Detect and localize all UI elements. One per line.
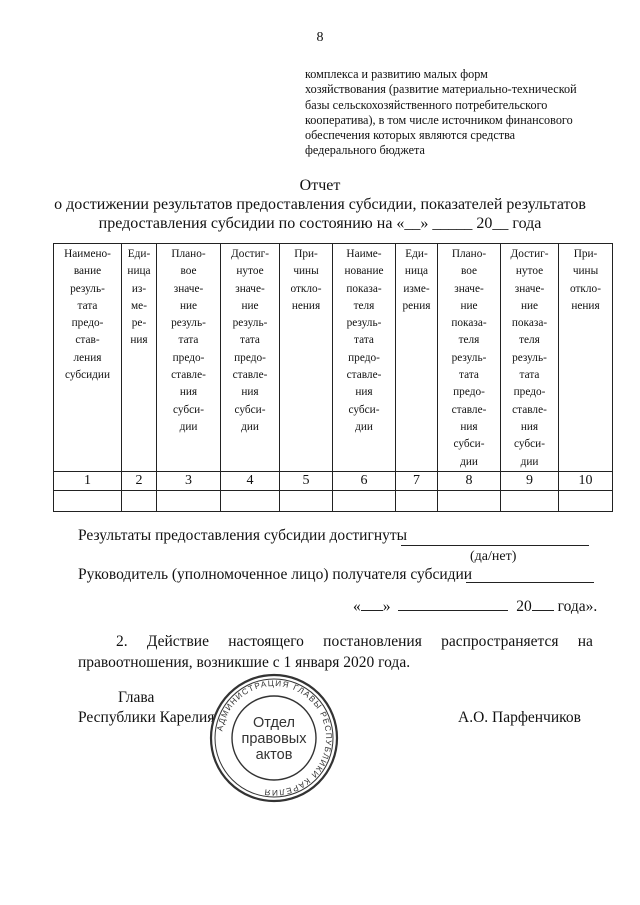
table-header-line: чины (293, 265, 319, 278)
table-header-cell (333, 244, 396, 472)
table-number-cell: 6 (333, 471, 396, 490)
table-number-cell: 4 (221, 471, 280, 490)
table-header-line: резуль- (512, 351, 547, 364)
header-note-line: кооператива), в том числе источником финансового (305, 112, 573, 127)
header-note-line: комплекса и развитию малых форм (305, 67, 488, 81)
table-header-line: откло- (290, 282, 322, 295)
table-cell[interactable] (501, 490, 559, 511)
date-open-quote: « (353, 598, 361, 615)
table-header-line: изме- (403, 282, 430, 295)
table-header-line: ре- (131, 317, 147, 330)
table-header-line: значе- (173, 282, 204, 295)
table-header-line: тата (459, 369, 479, 382)
table-header-line: дии (355, 420, 373, 433)
date-close-quote: » (382, 598, 391, 615)
signature-org: Республики Карелия (78, 709, 215, 726)
table-cell[interactable] (280, 490, 333, 511)
table-header-line: предо- (453, 386, 485, 399)
table-header-line: Достиг- (230, 248, 270, 260)
table-cell[interactable] (157, 490, 221, 511)
table-header-line: ние (460, 299, 478, 312)
table-header-line: чины (572, 265, 599, 278)
table-header-line: откло- (570, 282, 601, 295)
table-number-cell: 1 (54, 471, 122, 490)
table-header-line: ния (179, 386, 198, 399)
stamp-line: актов (255, 747, 293, 763)
table-header-line: предо- (513, 386, 546, 399)
table-number-cell: 5 (280, 471, 333, 490)
table-header-line: теля (519, 334, 540, 347)
paragraph-line-1 (78, 631, 593, 652)
table-header-line: При- (573, 248, 598, 260)
paragraph-word: Действие (146, 633, 209, 650)
table-header-line: субси- (234, 403, 266, 416)
results-blank-line[interactable] (401, 545, 589, 546)
table-header-line: резуль- (70, 282, 105, 295)
table-header-row (54, 244, 613, 472)
table-header-line: ница (127, 265, 151, 278)
report-title (0, 176, 640, 233)
header-note-line: обеспечения которых являются средства (305, 128, 516, 143)
table-header-cell (438, 244, 501, 472)
table-header-line: резуль- (232, 317, 268, 330)
table-header-line: нения (291, 299, 321, 312)
table-header-line: показа- (511, 317, 548, 330)
table-header-line: ния (460, 420, 478, 433)
table-header-line: нутое (236, 265, 264, 278)
table-header-line: нения (571, 299, 600, 312)
table-header-line: вое (460, 265, 478, 278)
table-header-line: ния (241, 386, 259, 399)
table-header-line: нутое (515, 265, 544, 278)
table-header-cell (221, 244, 280, 472)
table-header-line: ния (130, 334, 148, 347)
table-header-cell (396, 244, 438, 472)
results-hint: (да/нет) (470, 549, 517, 564)
table-header-line: Наиме- (346, 248, 382, 260)
table-header-cell (157, 244, 221, 472)
table-header-line: Еди- (127, 248, 151, 260)
paragraph-word: настоящего (228, 633, 304, 650)
table-header-line: ставле- (512, 403, 547, 416)
table-number-cell: 8 (438, 471, 501, 490)
report-table (53, 243, 613, 512)
table-header-line: нование (344, 265, 384, 278)
table-cell[interactable] (54, 490, 122, 511)
date-month-blank[interactable] (398, 610, 508, 611)
table-header-line: резуль- (346, 317, 382, 330)
table-header-line: ставле- (451, 403, 487, 416)
table-header-line: показа- (346, 282, 382, 295)
table-cell[interactable] (559, 490, 613, 511)
official-stamp (208, 672, 340, 804)
table-header-line: дии (179, 420, 198, 433)
table-number-cell: 2 (122, 471, 157, 490)
report-title-line: предоставления субсидии по состоянию на «__» _____ 20__ года (98, 215, 542, 232)
table-number-cell: 10 (559, 471, 613, 490)
table-header-line: тата (354, 334, 374, 347)
table-header-line: тата (240, 334, 260, 347)
date-suffix: года». (557, 598, 598, 615)
table-header-line: дии (241, 420, 259, 433)
date-year-prefix: 20 (516, 598, 532, 615)
table-header-line: значе- (235, 282, 265, 295)
table-number-row (54, 471, 613, 490)
table-header-line: ния (355, 386, 373, 399)
table-header-cell (54, 244, 122, 472)
table-number-cell: 9 (501, 471, 559, 490)
table-header-line: субси- (514, 438, 545, 451)
table-header-line: субси- (453, 438, 485, 451)
table-header-cell (122, 244, 157, 472)
stamp-ring-text: АДМИНИСТРАЦИЯ ГЛАВЫ РЕСПУБЛИКИ КАРЕЛИЯ (215, 678, 334, 798)
report-title-line: Отчет (299, 177, 341, 194)
table-header-line: значе- (454, 282, 484, 295)
signature-title: Глава (118, 689, 155, 706)
stamp-line: правовых (241, 731, 307, 747)
header-note-line: базы сельскохозяйственного потребительского (305, 97, 548, 112)
head-label: Руководитель (уполномоченное лицо) получателя субсидии (78, 566, 473, 583)
table-header-line: ние (241, 299, 259, 312)
paragraph-word: 2. (116, 633, 128, 650)
date-year-blank[interactable] (532, 610, 554, 611)
head-signature-line[interactable] (466, 582, 594, 583)
table-cell[interactable] (221, 490, 280, 511)
table-header-line: предо- (348, 351, 380, 364)
table-header-line: тата (77, 299, 98, 312)
table-header-line: ние (520, 299, 539, 312)
table-header-line: дии (520, 455, 539, 468)
table-header-line: предо- (172, 351, 205, 364)
table-header-line: тата (519, 369, 540, 382)
date-day-blank[interactable] (361, 610, 383, 611)
table-header-line: тата (178, 334, 199, 347)
table-cell[interactable] (438, 490, 501, 511)
table-number-cell: 7 (396, 471, 438, 490)
table-header-line: Плано- (451, 248, 487, 260)
table-header-line: ние (179, 299, 198, 312)
table-header-line: ставле- (232, 369, 268, 382)
table-header-line: значе- (514, 282, 545, 295)
table-number-cell: 3 (157, 471, 221, 490)
table-header-line: резуль- (451, 351, 487, 364)
paragraph (78, 631, 593, 673)
table-header-line: показа- (451, 317, 487, 330)
table-header-line: предо- (71, 317, 104, 330)
table-header-line: При- (294, 248, 318, 260)
table-header-line: из- (131, 282, 147, 295)
table-header-line: ления (73, 351, 102, 364)
report-title-line: о достижении результатов предоставления субсидии, показателей результатов (54, 196, 586, 213)
table-header-line: дии (460, 455, 478, 468)
table-cell[interactable] (333, 490, 396, 511)
table-header-line: субси- (348, 403, 380, 416)
table-header-line: Еди- (405, 248, 428, 260)
table-header-line: Наимено- (64, 248, 111, 260)
date-line (353, 598, 597, 616)
table-header-line: субсидии (64, 369, 110, 382)
table-header-line: Достиг- (510, 248, 549, 260)
table-header-line: вое (180, 265, 197, 278)
signature-name: А.О. Парфенчиков (458, 709, 581, 726)
table-header-line: теля (458, 334, 480, 347)
paragraph-line-2: правоотношения, возникшие с 1 января 2020 года. (78, 654, 411, 671)
table-row (54, 490, 613, 511)
table-header-line: ставле- (346, 369, 382, 382)
table-header-line: ме- (131, 299, 147, 312)
header-note (305, 67, 605, 159)
paragraph-word: распространяется (441, 633, 559, 650)
table-header-line: вание (73, 265, 102, 278)
table-header-line: ния (520, 420, 539, 433)
table-header-line: Плано- (171, 248, 206, 260)
header-note-line: федерального бюджета (305, 143, 425, 158)
table-cell[interactable] (396, 490, 438, 511)
header-note-line: хозяйствования (развитие материально-технической (305, 82, 577, 97)
table-header-cell (559, 244, 613, 472)
table-header-line: теля (353, 299, 375, 312)
paragraph-word: на (577, 633, 593, 650)
table-header-line: рения (402, 299, 431, 312)
table-header-line: предо- (234, 351, 266, 364)
table-header-line: ница (404, 265, 429, 278)
table-cell[interactable] (122, 490, 157, 511)
page-number: 8 (316, 30, 324, 45)
stamp-line: Отдел (253, 715, 295, 731)
table-header-line: ставле- (171, 369, 206, 382)
table-header-line: став- (75, 334, 100, 347)
results-label: Результаты предоставления субсидии достигнуты (78, 527, 408, 544)
table-header-cell (280, 244, 333, 472)
table-header-line: субси- (173, 403, 204, 416)
table-header-cell (501, 244, 559, 472)
table-header-line: резуль- (171, 317, 206, 330)
paragraph-word: постановления (323, 633, 422, 650)
